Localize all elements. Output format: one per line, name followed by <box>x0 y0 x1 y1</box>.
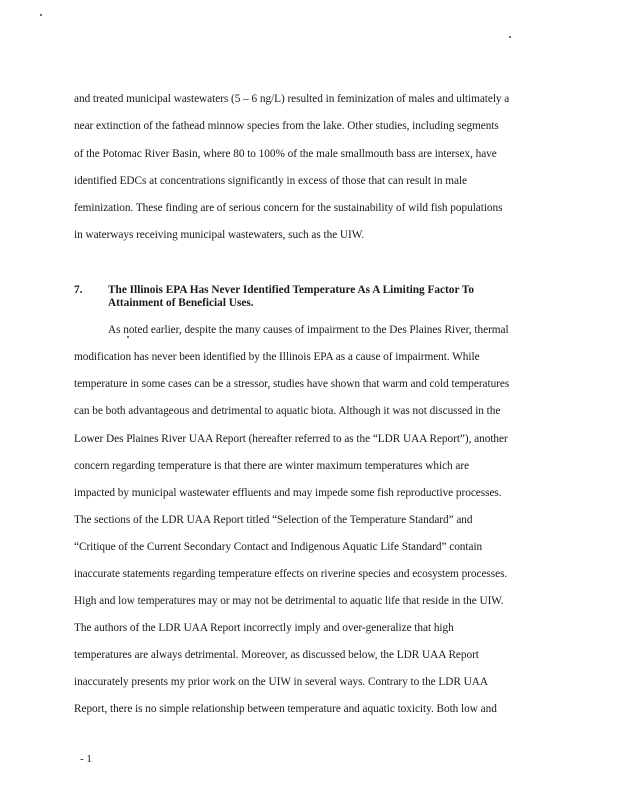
text-line: The authors of the LDR UAA Report incorrectly imply and over-generalize that high <box>74 622 454 634</box>
text-line: Report, there is no simple relationship between temperature and aquatic toxicity. Both low and <box>74 703 497 715</box>
text-line: temperature in some cases can be a stressor, studies have shown that warm and cold temperatures <box>74 378 510 390</box>
text-line: The sections of the LDR UAA Report titled “Selection of the Temperature Standard” and <box>74 514 473 526</box>
text-line: of the Potomac River Basin, where 80 to 100% of the male smallmouth bass are intersex, have <box>74 148 497 160</box>
text-line: modification has never been identified by the Illinois EPA as a cause of impairment. While <box>74 351 480 363</box>
scan-speck <box>127 336 129 338</box>
text-line: identified EDCs at concentrations significantly in excess of those that can result in male <box>74 175 467 187</box>
scan-speck <box>509 36 511 38</box>
text-line: “Critique of the Current Secondary Contact and Indigenous Aquatic Life Standard” contain <box>74 541 483 553</box>
text-line: Lower Des Plaines River UAA Report (hereafter referred to as the “LDR UAA Report”), another <box>74 433 508 445</box>
text-line: inaccurately presents my prior work on the UIW in several ways. Contrary to the LDR UAA <box>74 676 488 688</box>
text-line: in waterways receiving municipal wastewaters, such as the UIW. <box>74 229 365 241</box>
text-line: As noted earlier, despite the many causes of impairment to the Des Plaines River, thermal <box>108 324 509 336</box>
text-line: feminization. These finding are of serious concern for the sustainability of wild fish populations <box>74 202 503 214</box>
scan-speck <box>40 14 42 16</box>
text-line: and treated municipal wastewaters (5 – 6 ng/L) resulted in feminization of males and ultimately a <box>74 93 510 105</box>
text-line: impacted by municipal wastewater effluents and may impede some fish reproductive processes. <box>74 487 502 499</box>
text-line: temperatures are always detrimental. Moreover, as discussed below, the LDR UAA Report <box>74 649 479 661</box>
text-line: near extinction of the fathead minnow species from the lake. Other studies, including segments <box>74 120 499 132</box>
text-line: inaccurate statements regarding temperature effects on riverine species and ecosystem processes. <box>74 568 508 580</box>
text-line: concern regarding temperature is that there are winter maximum temperatures which are <box>74 460 470 472</box>
section-number: 7. <box>74 284 83 296</box>
section-title-line: The Illinois EPA Has Never Identified Temperature As A Limiting Factor To <box>108 284 475 296</box>
section-title-line: Attainment of Beneficial Uses. <box>108 297 254 309</box>
text-line: can be both advantageous and detrimental to aquatic biota. Although it was not discussed in the <box>74 405 501 417</box>
text-line: High and low temperatures may or may not be detrimental to aquatic life that reside in the UIW. <box>74 595 504 607</box>
page-number: - 1 <box>80 753 92 765</box>
